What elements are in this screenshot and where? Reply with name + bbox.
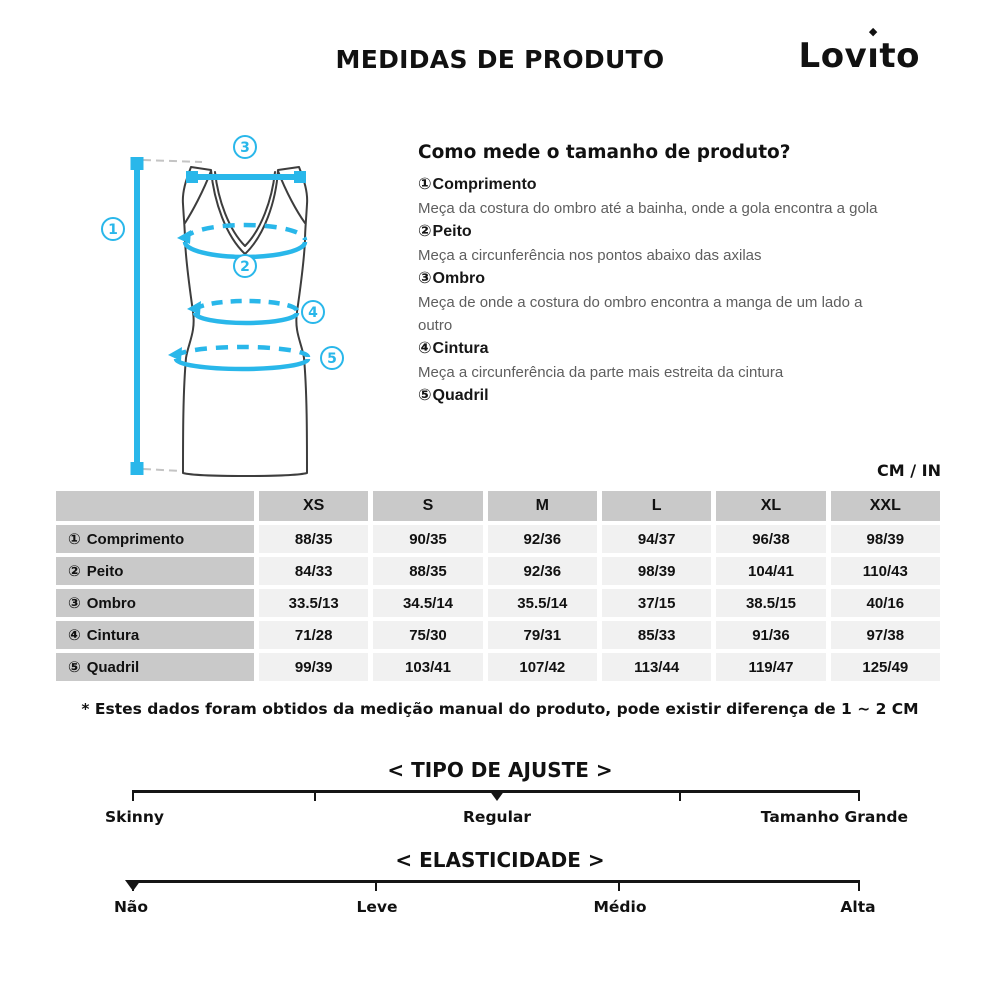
badge-3: 3 [240, 140, 250, 156]
measure-cap [131, 462, 144, 475]
measure-term-peito [418, 220, 878, 244]
circled-number: ④ [418, 340, 432, 357]
term-label: Peito [432, 223, 472, 240]
circled-number: ③ [418, 270, 432, 287]
table-row [56, 525, 940, 553]
col-header-xl: XL [716, 491, 825, 521]
circled-number: ① [418, 176, 432, 193]
measuring-guide [418, 142, 878, 408]
page-title: MEDIDAS DE PRODUTO [335, 45, 665, 74]
guide-heading: Como mede o tamanho de produto? [418, 142, 791, 163]
cell-value: 88/35 [373, 557, 482, 585]
lovito-logo [798, 25, 920, 76]
col-header-xxl: XXL [831, 491, 940, 521]
row-label-cintura [56, 621, 254, 649]
measure-term-cintura [418, 337, 878, 361]
row-label-ombro [56, 589, 254, 617]
elasticity-tick [375, 880, 377, 891]
col-header-l: L [602, 491, 711, 521]
table-header-row [56, 491, 940, 521]
measure-term-ombro [418, 267, 878, 291]
elasticity-label-nao: Não [113, 898, 149, 916]
circled-number: ⑤ [418, 387, 432, 404]
term-label: Cintura [432, 340, 489, 357]
fit-tick [679, 790, 681, 801]
measure-cap [186, 171, 198, 183]
cell-value: 40/16 [831, 589, 940, 617]
corner-cell [56, 491, 254, 521]
row-label-comprimento [56, 525, 254, 553]
cell-value: 104/41 [716, 557, 825, 585]
cell-value: 91/36 [716, 621, 825, 649]
cell-value: 92/36 [488, 525, 597, 553]
measure-desc: Meça de onde a costura do ombro encontra a manga de um lado a outro [418, 294, 863, 334]
measure-desc: Meça a circunferência nos pontos abaixo das axilas [418, 247, 762, 264]
term-label: Comprimento [432, 176, 537, 193]
circled-number: ⑤ [68, 659, 81, 676]
cell-value: 113/44 [602, 653, 711, 681]
term-label: Ombro [432, 270, 485, 287]
row-label-text: Comprimento [86, 531, 185, 548]
badge-5: 5 [327, 351, 337, 367]
cell-value: 103/41 [373, 653, 482, 681]
circled-number: ② [68, 563, 81, 580]
cell-value: 85/33 [602, 621, 711, 649]
table-row [56, 557, 940, 585]
cell-value: 79/31 [488, 621, 597, 649]
unit-label: CM / IN [877, 461, 941, 480]
cell-value: 119/47 [716, 653, 825, 681]
elasticity-label-medio: Médio [593, 898, 647, 916]
logo-i-body: ı [867, 36, 880, 76]
fit-tick [858, 790, 860, 801]
logo-diamond-dot-icon: ◆ [868, 25, 878, 38]
cell-value: 71/28 [259, 621, 368, 649]
elasticity-label-leve: Leve [356, 898, 398, 916]
measure-cap [131, 157, 144, 170]
cell-value: 75/30 [373, 621, 482, 649]
cell-value: 37/15 [602, 589, 711, 617]
elasticity-selected-marker-icon [125, 880, 141, 891]
term-label: Quadril [432, 387, 489, 404]
dress-measurement-diagram [80, 130, 350, 485]
circled-number: ② [418, 223, 432, 240]
cell-value: 34.5/14 [373, 589, 482, 617]
elasticity-tick [618, 880, 620, 891]
cell-value: 84/33 [259, 557, 368, 585]
logo-text: to [879, 36, 920, 76]
measure-term-quadril [418, 384, 878, 408]
row-label-text: Ombro [86, 595, 136, 612]
fit-selected-marker-icon [489, 790, 505, 801]
badge-4: 4 [308, 305, 318, 321]
fit-label-regular: Regular [463, 808, 531, 826]
fit-label-skinny: Skinny [105, 808, 164, 826]
fit-tick [132, 790, 134, 801]
row-label-quadril [56, 653, 254, 681]
measure-term-comprimento [418, 173, 878, 197]
fit-scale-title: < TIPO DE AJUSTE > [387, 758, 613, 782]
elasticity-scale-title: < ELASTICIDADE > [395, 848, 605, 872]
logo-text: Lov [798, 36, 868, 76]
elasticity-tick [858, 880, 860, 891]
badge-2: 2 [240, 259, 250, 275]
cell-value: 98/39 [602, 557, 711, 585]
fit-tick [314, 790, 316, 801]
elasticity-label-alta: Alta [840, 898, 876, 916]
cell-value: 38.5/15 [716, 589, 825, 617]
elasticity-scale-track [133, 880, 860, 883]
table-row [56, 653, 940, 681]
cell-value: 94/37 [602, 525, 711, 553]
cell-value: 35.5/14 [488, 589, 597, 617]
col-header-s: S [373, 491, 482, 521]
col-header-m: M [488, 491, 597, 521]
measure-cap [294, 171, 306, 183]
cell-value: 96/38 [716, 525, 825, 553]
fit-label-tamanho-grande: Tamanho Grande [760, 808, 908, 826]
cell-value: 92/36 [488, 557, 597, 585]
cell-value: 97/38 [831, 621, 940, 649]
cell-value: 90/35 [373, 525, 482, 553]
cell-value: 110/43 [831, 557, 940, 585]
cell-value: 107/42 [488, 653, 597, 681]
table-row [56, 621, 940, 649]
col-header-xs: XS [259, 491, 368, 521]
table-row [56, 589, 940, 617]
row-label-text: Quadril [86, 659, 140, 676]
measure-desc: Meça da costura do ombro até a bainha, onde a gola encontra a gola [418, 200, 878, 217]
row-label-text: Peito [86, 563, 124, 580]
arrowhead-icon [168, 347, 182, 361]
measure-desc: Meça a circunferência da parte mais estreita da cintura [418, 364, 784, 381]
size-table [51, 487, 945, 685]
row-label-peito [56, 557, 254, 585]
circled-number: ① [68, 531, 81, 548]
cell-value: 99/39 [259, 653, 368, 681]
cell-value: 98/39 [831, 525, 940, 553]
circled-number: ④ [68, 627, 81, 644]
cell-value: 33.5/13 [259, 589, 368, 617]
cell-value: 125/49 [831, 653, 940, 681]
row-label-text: Cintura [86, 627, 140, 644]
cell-value: 88/35 [259, 525, 368, 553]
measurement-disclaimer: * Estes dados foram obtidos da medição manual do produto, pode existir diferença de 1 ~ 2 CM [81, 700, 919, 718]
circled-number: ③ [68, 595, 81, 612]
badge-1: 1 [108, 222, 118, 238]
